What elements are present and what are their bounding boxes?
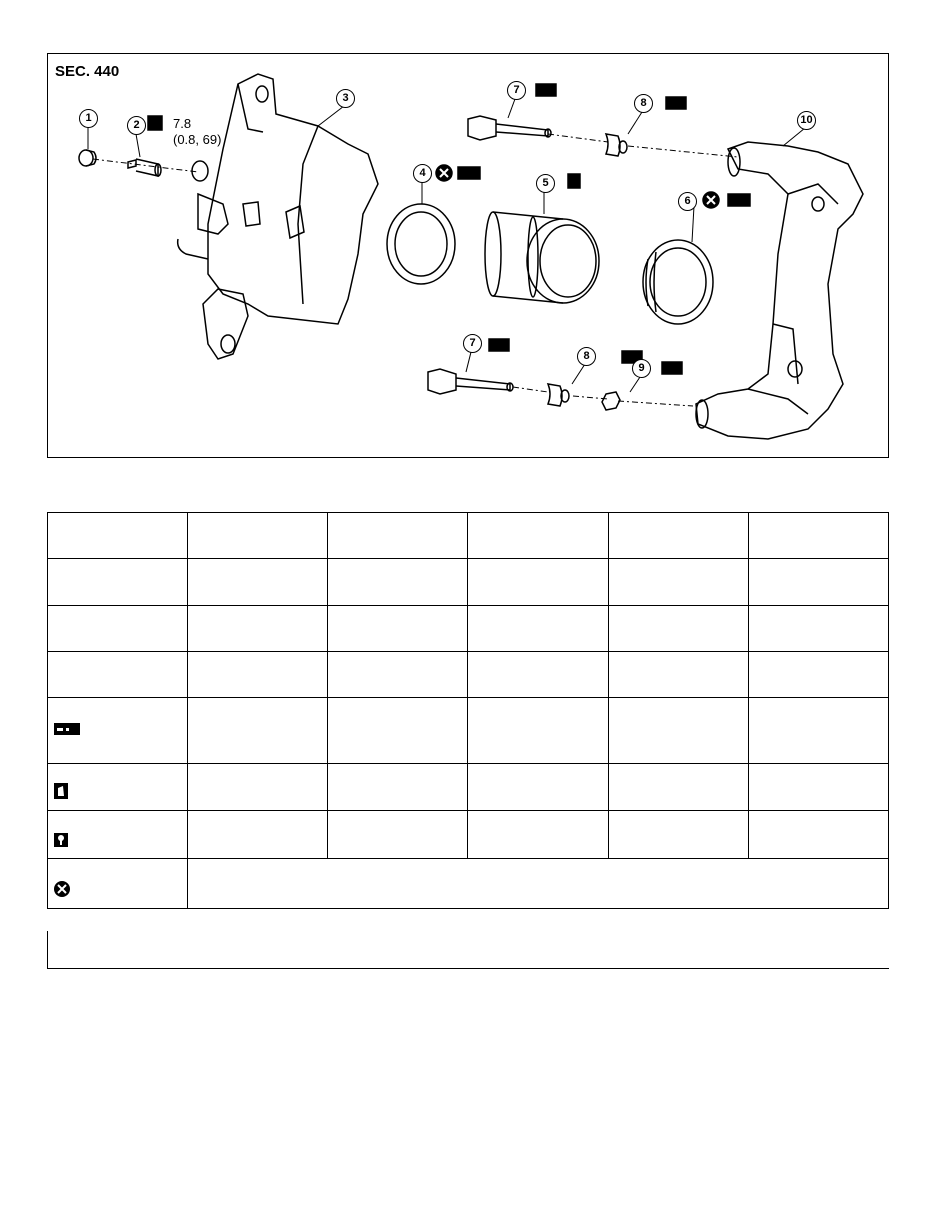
part-2-bleeder-screw [128,159,161,176]
table-cell [468,764,608,811]
table-cell [468,606,608,652]
table-row [48,559,889,606]
callout-6: 6 [678,192,697,211]
table-cell [748,764,888,811]
torque-value-alt: (0.8, 69) [173,132,222,147]
table-cell [468,698,608,764]
callout-1: 1 [79,109,98,128]
part-9-bushing [602,392,620,410]
callout-4: 4 [413,164,432,183]
callout-9: 9 [632,359,651,378]
grease-icon [54,723,80,735]
part-7-sliding-pin-upper [468,116,551,140]
table-row [48,652,889,698]
callout-10: 10 [797,111,816,130]
table-cell [188,811,328,859]
table-cell [468,559,608,606]
table-cell [188,698,328,764]
callout-3: 3 [336,89,355,108]
callout-8-upper: 8 [634,94,653,113]
table-cell [608,513,748,559]
table-row [48,859,889,909]
table-cell [608,559,748,606]
assembly-line-upper-2 [628,146,738,157]
table-cell [748,811,888,859]
callout-7-lower: 7 [463,334,482,353]
legend-grease-cell [48,698,188,764]
section-label: SEC. 440 [55,63,120,80]
table-cell [748,559,888,606]
table-cell [608,606,748,652]
grease-icon [458,84,750,374]
table-cell [328,764,468,811]
part-1-cap [79,150,96,166]
table-cell [748,513,888,559]
assembly-line-lower [513,387,548,392]
table-row [48,513,889,559]
part-8-pin-boot-lower [548,384,569,406]
table-cell [608,698,748,764]
torque-value: 7.8 [173,116,192,131]
do-not-reuse-icon [54,881,70,897]
rubber-grease-icon [568,174,580,188]
table-cell [468,513,608,559]
table-cell [328,652,468,698]
torque-spec [173,116,221,148]
legend-table [47,512,889,909]
exploded-view-figure [47,53,889,458]
table-cell [48,513,188,559]
table-cell [468,652,608,698]
table-cell [468,811,608,859]
callout-2: 2 [127,116,146,135]
assembly-line-lower-2 [573,396,608,399]
table-row [48,811,889,859]
table-row [48,764,889,811]
legend-rubber-grease-cell [48,764,188,811]
part-7-sliding-pin-lower [428,369,513,394]
part-4-piston-seal [387,204,455,284]
assembly-line-lower-3 [618,401,693,406]
table-cell [328,698,468,764]
table-cell [188,513,328,559]
table-cell [328,559,468,606]
table-cell [48,559,188,606]
legend-torque-cell [48,811,188,859]
table-cell [748,606,888,652]
table-cell [188,859,889,909]
table-cell [328,606,468,652]
table-cell [48,652,188,698]
torque-wrench-icon [148,116,162,130]
table-cell [188,559,328,606]
table-cell [188,606,328,652]
caliper-exploded-diagram [48,54,890,459]
footer-box [47,931,889,969]
table-cell [748,698,888,764]
table-cell [48,606,188,652]
table-cell [608,764,748,811]
table-row [48,698,889,764]
table-cell [328,513,468,559]
legend-replace-cell [48,859,188,909]
rubber-grease-icon [54,783,68,799]
part-10-torque-member [696,142,863,439]
callout-8-lower: 8 [577,347,596,366]
table-cell [328,811,468,859]
table-cell [188,652,328,698]
table-cell [608,652,748,698]
table-cell [188,764,328,811]
callout-5: 5 [536,174,555,193]
table-cell [608,811,748,859]
table-row [48,606,889,652]
assembly-line-upper [548,134,608,142]
part-5-piston [485,212,599,303]
part-6-piston-boot [643,240,713,324]
torque-wrench-icon [54,833,68,847]
callout-7-upper: 7 [507,81,526,100]
part-8-pin-boot-upper [606,134,627,156]
table-cell [748,652,888,698]
